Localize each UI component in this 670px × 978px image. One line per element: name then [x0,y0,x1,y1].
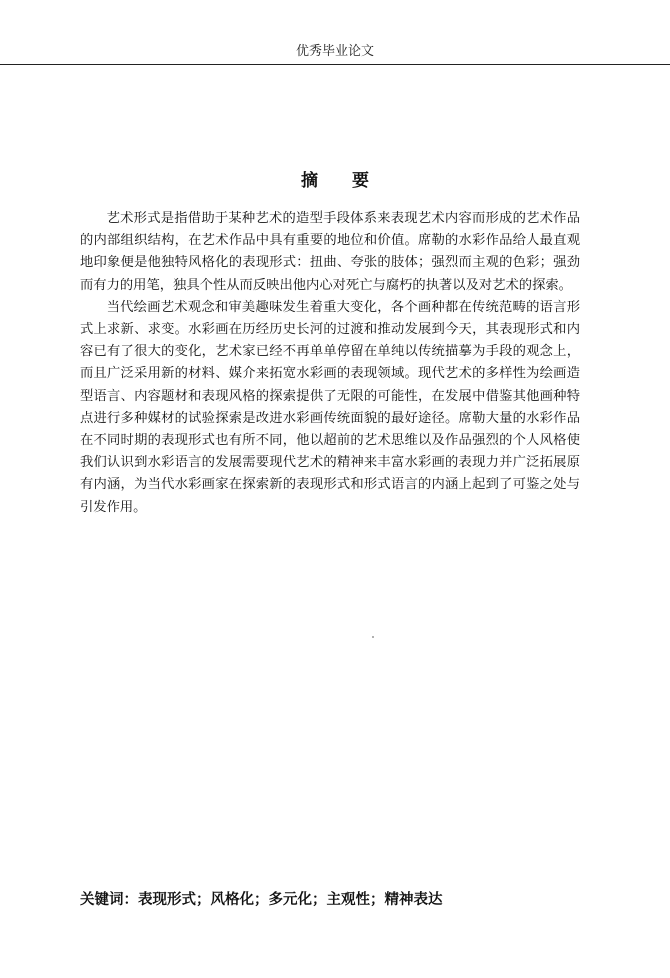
abstract-paragraph-2: 当代绘画艺术观念和审美趣味发生着重大变化，各个画种都在传统范畴的语言形式上求新、求变。水彩画在历经历史长河的过渡和推动发展到今天，其表现形式和内容已有了很大的变化，艺术家已经不再单单停留在单纯以传统描摹为手段的观念上，而且广泛采用新的材料、媒介来拓宽水彩画的表现领域。现代艺术的多样性为绘画造型语言、内容题材和表现风格的探索提供了无限的可能性，在发展中借鉴其他画种特点进行多种媒材的试验探索是改进水彩画传统面貌的最好途径。席勒大量的水彩作品在不同时期的表现形式也有所不同，他以超前的艺术思维以及作品强烈的个人风格使我们认识到水彩语言的发展需要现代艺术的精神来丰富水彩画的表现力并广泛拓展原有内涵，为当代水彩画家在探索新的表现形式和形式语言的内涵上起到了可鉴之处与引发作用。 [80,299,580,515]
running-header: 优秀毕业论文 [295,44,374,59]
keywords-line: 关键词：表现形式；风格化；多元化；主观性；精神表达 [80,892,443,908]
abstract-body [80,208,580,519]
abstract-title: 摘要 [301,171,403,191]
scan-speck [372,636,374,638]
header-rule [0,64,670,65]
abstract-paragraph-1: 艺术形式是指借助于某种艺术的造型手段体系来表现艺术内容而形成的艺术作品的内部组织结构，在艺术作品中具有重要的地位和价值。席勒的水彩作品给人最直观地印象便是他独特风格化的表现形式：扭曲、夸张的肢体；强烈而主观的色彩；强劲而有力的用笔，独具个性从而反映出他内心对死亡与腐朽的执著以及对艺术的探索。 [80,211,580,293]
